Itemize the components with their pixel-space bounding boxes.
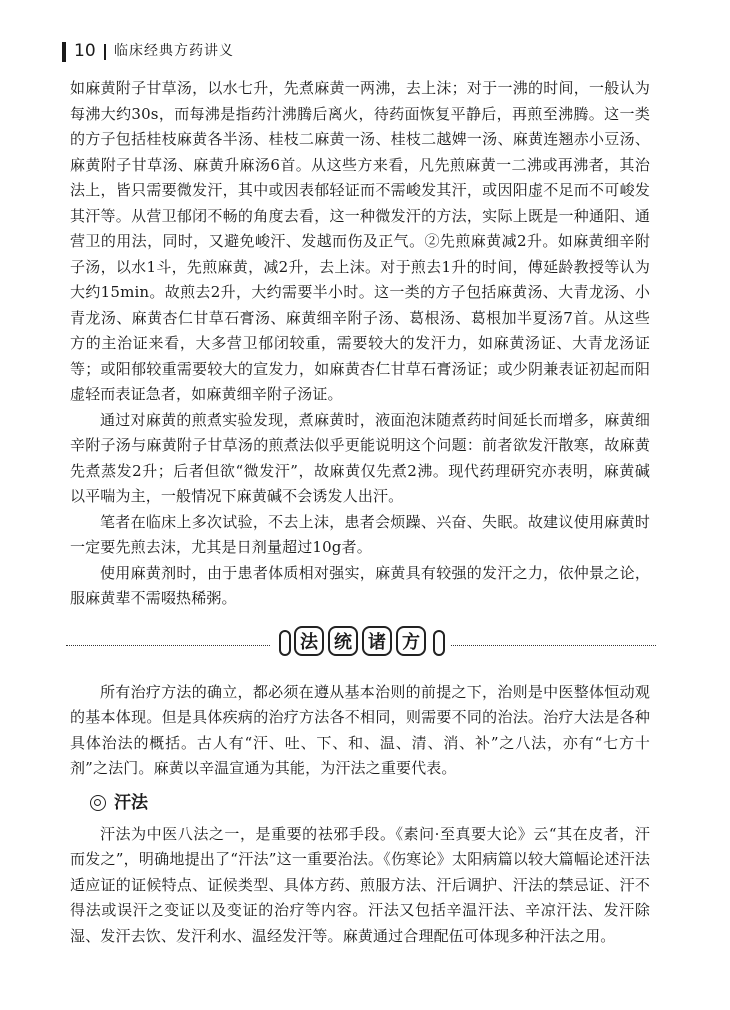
ornament-left-icon [276,626,290,656]
subheading-text: 汗法 [114,792,148,813]
section-title [270,626,450,656]
section-title-char: 诸 [362,626,392,656]
ornament-right-icon [430,626,444,656]
section-title-char: 法 [294,626,324,656]
header-divider [104,44,106,60]
section-title-char: 方 [396,626,426,656]
body-paragraph: 所有治疗方法的确立，都必须在遵从基本治则的前提之下，治则是中医整体恒动观的基本体现。但是具体疾病的治疗方法各不相同，则需要不同的治法。治疗大法是各种具体治法的概括。古人有“汗、吐、下、和、温、清、消、补”之八法，亦有“七方十剂”之法门。麻黄以辛温宣通为其能，为汗法之重要代表。 [70,682,650,777]
subheading [90,790,650,816]
section-title-char: 统 [328,626,358,656]
body-paragraph: 笔者在临床上多次试验，不去上沫，患者会烦躁、兴奋、失眠。故建议使用麻黄时一定要先煎去沫，尤其是日剂量超过10g者。 [70,512,650,556]
double-circle-icon [90,795,106,811]
body-paragraph: 如麻黄附子甘草汤，以水七升，先煮麻黄一两沸，去上沫；对于一沸的时间，一般认为每沸大约30s，而每沸是指药汁沸腾后离火，待药面恢复平静后，再煎至沸腾。这一类的方子包括桂枝麻黄各半汤、桂枝二麻黄一汤、桂枝二越婢一汤、麻黄连翘赤小豆汤、麻黄附子甘草汤、麻黄升麻汤6首。从这些方来看，凡先煎麻黄一二沸或再沸者，其治法上，皆只需要微发汗，其中或因表郁轻证而不需峻发其汗，或因阳虚不足而不可峻发其汗等。从营卫郁闭不畅的角度去看，这一种微发汗的方法，实际上既是一种通阳、通营卫的用法，同时，又避免峻汗、发越而伤及正气。②先煎麻黄减2升。如麻黄细辛附子汤，以水1斗，先煎麻黄，减2升，去上沫。对于煎去1升的时间，傅延龄教授等认为大约15min。故煎去2升，大约需要半小时。这一类的方子包括麻黄汤、大青龙汤、小青龙汤、麻黄杏仁甘草石膏汤、麻黄细辛附子汤、葛根汤、葛根加半夏汤7首。从这些方的主治证来看，大多营卫郁闭较重，需要较大的发汗力，如麻黄汤证、大青龙汤证等；或阳郁较重需要较大的宣发力，如麻黄杏仁甘草石膏汤证；或少阴兼表证初起而阳虚轻而表证急者，如麻黄细辛附子汤证。 [70,79,650,403]
body-paragraph: 通过对麻黄的煎煮实验发现，煮麻黄时，液面泡沫随煮药时间延长而增多，麻黄细辛附子汤与麻黄附子甘草汤的煎煮法似乎更能说明这个问题：前者欲发汗散寒，故麻黄先煮蒸发2升；后者但欲“微发汗”，故麻黄仅先煮2沸。现代药理研究亦表明，麻黄碱以平喘为主，一般情况下麻黄碱不会诱发人出汗。 [70,410,650,505]
running-title: 临床经典方药讲义 [114,43,234,59]
body-paragraph: 汗法为中医八法之一，是重要的祛邪手段。《素问·至真要大论》云“其在皮者，汗而发之”，明确地提出了“汗法”这一重要治法。《伤寒论》太阳病篇以较大篇幅论述汗法适应证的证候特点、证候类型、具体方药、煎服方法、汗后调护、汗法的禁忌证、汗不得法或误汗之变证以及变证的治疗等内容。汗法又包括辛温汗法、辛凉汗法、发汗除湿、发汗去饮、发汗利水、温经发汗等。麻黄通过合理配伍可体现多种汗法之用。 [70,824,650,945]
page-header [62,30,682,70]
page-number: 10 [74,41,96,61]
body-paragraph: 使用麻黄剂时，由于患者体质相对强实，麻黄具有较强的发汗之力，依仲景之论，服麻黄辈不需啜热稀粥。 [70,563,650,607]
section-divider [70,618,650,674]
page-body [70,76,650,949]
header-bar [62,42,66,62]
